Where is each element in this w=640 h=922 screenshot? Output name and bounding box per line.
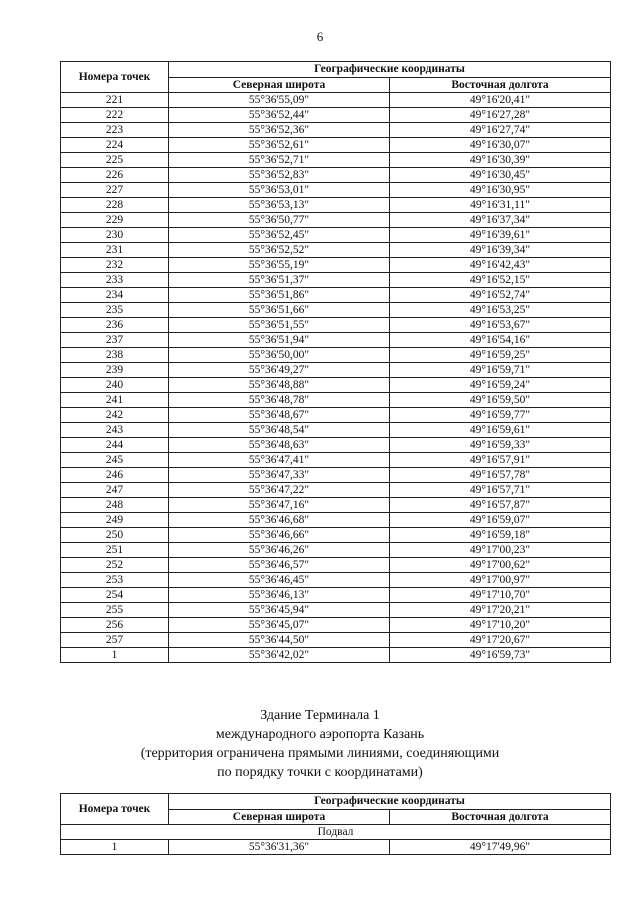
cell-east-longitude: 49°16'54,16": [390, 333, 611, 348]
section-title-line: Здание Терминала 1: [260, 708, 380, 723]
cell-north-latitude: 55°36'52,61": [169, 138, 390, 153]
table-row: [61, 840, 611, 855]
table-row: [61, 273, 611, 288]
table-row: [61, 423, 611, 438]
table-row: [61, 318, 611, 333]
table-row: [61, 288, 611, 303]
cell-point-number: 225: [61, 153, 169, 168]
table-row: [61, 183, 611, 198]
section-title: [0, 706, 640, 782]
table-row: [61, 213, 611, 228]
coordinates-table: [60, 61, 611, 663]
cell-east-longitude: 49°16'59,50": [390, 393, 611, 408]
cell-point-number: 226: [61, 168, 169, 183]
cell-north-latitude: 55°36'42,02": [169, 648, 390, 663]
cell-north-latitude: 55°36'51,37": [169, 273, 390, 288]
cell-north-latitude: 55°36'52,71": [169, 153, 390, 168]
cell-east-longitude: 49°16'57,87": [390, 498, 611, 513]
table-row: [61, 93, 611, 108]
cell-east-longitude: 49°16'37,34": [390, 213, 611, 228]
cell-east-longitude: 49°17'20,67": [390, 633, 611, 648]
cell-north-latitude: 55°36'46,13": [169, 588, 390, 603]
table-row: [61, 408, 611, 423]
cell-north-latitude: 55°36'46,66": [169, 528, 390, 543]
cell-east-longitude: 49°17'20,21": [390, 603, 611, 618]
cell-point-number: 228: [61, 198, 169, 213]
table-row: [61, 588, 611, 603]
cell-point-number: 241: [61, 393, 169, 408]
table-row: [61, 438, 611, 453]
table-row: [61, 498, 611, 513]
header-geo-coordinates: Географические координаты: [169, 794, 611, 810]
cell-point-number: 245: [61, 453, 169, 468]
cell-east-longitude: 49°16'59,33": [390, 438, 611, 453]
cell-point-number: 239: [61, 363, 169, 378]
cell-east-longitude: 49°16'59,18": [390, 528, 611, 543]
cell-north-latitude: 55°36'51,94": [169, 333, 390, 348]
table-row: [61, 153, 611, 168]
cell-point-number: 231: [61, 243, 169, 258]
cell-point-number: 235: [61, 303, 169, 318]
cell-north-latitude: 55°36'47,41": [169, 453, 390, 468]
cell-north-latitude: 55°36'44,50": [169, 633, 390, 648]
cell-point-number: 244: [61, 438, 169, 453]
cell-north-latitude: 55°36'46,26": [169, 543, 390, 558]
cell-east-longitude: 49°16'27,28": [390, 108, 611, 123]
cell-point-number: 247: [61, 483, 169, 498]
cell-north-latitude: 55°36'52,45": [169, 228, 390, 243]
header-east-longitude: Восточная долгота: [390, 809, 611, 825]
cell-point-number: 240: [61, 378, 169, 393]
header-point-number: Номера точек: [61, 62, 169, 93]
cell-north-latitude: 55°36'55,09": [169, 93, 390, 108]
cell-point-number: 238: [61, 348, 169, 363]
cell-point-number: 248: [61, 498, 169, 513]
cell-east-longitude: 49°16'53,67": [390, 318, 611, 333]
cell-north-latitude: 55°36'52,52": [169, 243, 390, 258]
cell-point-number: 229: [61, 213, 169, 228]
terminal-coordinates-table-body: [61, 840, 611, 855]
cell-east-longitude: 49°16'30,95": [390, 183, 611, 198]
cell-north-latitude: 55°36'51,55": [169, 318, 390, 333]
table-row: [61, 108, 611, 123]
cell-north-latitude: 55°36'31,36": [169, 840, 390, 855]
section-title-line: по порядку точки с координатами): [217, 765, 423, 780]
section-title-line: (территория ограничена прямыми линиями, соединяющими: [140, 746, 500, 761]
cell-east-longitude: 49°16'59,07": [390, 513, 611, 528]
cell-east-longitude: 49°16'57,91": [390, 453, 611, 468]
table-row: [61, 393, 611, 408]
cell-north-latitude: 55°36'46,45": [169, 573, 390, 588]
table-row: [61, 468, 611, 483]
cell-point-number: 222: [61, 108, 169, 123]
cell-point-number: 251: [61, 543, 169, 558]
table-row: [61, 513, 611, 528]
cell-point-number: 249: [61, 513, 169, 528]
table-row: [61, 528, 611, 543]
table-row: [61, 558, 611, 573]
header-east-longitude: Восточная долгота: [390, 77, 611, 93]
cell-north-latitude: 55°36'48,78": [169, 393, 390, 408]
cell-east-longitude: 49°17'10,20": [390, 618, 611, 633]
cell-point-number: 221: [61, 93, 169, 108]
cell-north-latitude: 55°36'49,27": [169, 363, 390, 378]
table-row: [61, 648, 611, 663]
table-row: [61, 363, 611, 378]
table-row: [61, 228, 611, 243]
table-row: [61, 483, 611, 498]
cell-point-number: 227: [61, 183, 169, 198]
coordinates-table-body: [61, 93, 611, 663]
cell-east-longitude: 49°16'53,25": [390, 303, 611, 318]
group-label-basement: Подвал: [61, 825, 611, 840]
cell-east-longitude: 49°16'30,39": [390, 153, 611, 168]
cell-point-number: 223: [61, 123, 169, 138]
cell-east-longitude: 49°16'30,45": [390, 168, 611, 183]
cell-north-latitude: 55°36'51,86": [169, 288, 390, 303]
table-row: [61, 378, 611, 393]
cell-north-latitude: 55°36'46,57": [169, 558, 390, 573]
cell-north-latitude: 55°36'47,33": [169, 468, 390, 483]
cell-east-longitude: 49°16'31,11": [390, 198, 611, 213]
cell-point-number: 250: [61, 528, 169, 543]
table-row: [61, 123, 611, 138]
cell-north-latitude: 55°36'52,44": [169, 108, 390, 123]
cell-east-longitude: 49°17'00,97": [390, 573, 611, 588]
cell-east-longitude: 49°16'52,74": [390, 288, 611, 303]
table-row: [61, 348, 611, 363]
cell-east-longitude: 49°16'59,73": [390, 648, 611, 663]
cell-point-number: 256: [61, 618, 169, 633]
table-row: [61, 198, 611, 213]
page-number: 6: [316, 29, 324, 44]
cell-point-number: 1: [61, 840, 169, 855]
section-title-line: международного аэропорта Казань: [215, 727, 425, 742]
cell-east-longitude: 49°16'52,15": [390, 273, 611, 288]
table-row: [61, 453, 611, 468]
cell-point-number: 1: [61, 648, 169, 663]
cell-east-longitude: 49°16'27,74": [390, 123, 611, 138]
cell-point-number: 237: [61, 333, 169, 348]
cell-point-number: 242: [61, 408, 169, 423]
table-row: [61, 243, 611, 258]
cell-north-latitude: 55°36'51,66": [169, 303, 390, 318]
cell-point-number: 255: [61, 603, 169, 618]
cell-east-longitude: 49°16'59,24": [390, 378, 611, 393]
cell-east-longitude: 49°16'57,78": [390, 468, 611, 483]
header-geo-coordinates: Географические координаты: [169, 62, 611, 78]
cell-east-longitude: 49°17'00,62": [390, 558, 611, 573]
cell-point-number: 230: [61, 228, 169, 243]
table-row: [61, 138, 611, 153]
cell-north-latitude: 55°36'46,68": [169, 513, 390, 528]
cell-point-number: 246: [61, 468, 169, 483]
table-row: [61, 573, 611, 588]
cell-north-latitude: 55°36'48,54": [169, 423, 390, 438]
cell-north-latitude: 55°36'53,01": [169, 183, 390, 198]
cell-north-latitude: 55°36'47,22": [169, 483, 390, 498]
table-row: [61, 633, 611, 648]
cell-east-longitude: 49°16'20,41": [390, 93, 611, 108]
cell-point-number: 234: [61, 288, 169, 303]
cell-east-longitude: 49°16'59,77": [390, 408, 611, 423]
cell-east-longitude: 49°16'42,43": [390, 258, 611, 273]
header-point-number: Номера точек: [61, 794, 169, 825]
cell-point-number: 236: [61, 318, 169, 333]
cell-east-longitude: 49°16'59,71": [390, 363, 611, 378]
cell-point-number: 254: [61, 588, 169, 603]
cell-point-number: 253: [61, 573, 169, 588]
cell-point-number: 224: [61, 138, 169, 153]
cell-point-number: 243: [61, 423, 169, 438]
header-north-latitude: Северная широта: [169, 809, 390, 825]
cell-north-latitude: 55°36'50,00": [169, 348, 390, 363]
cell-north-latitude: 55°36'48,88": [169, 378, 390, 393]
table-row: [61, 333, 611, 348]
cell-north-latitude: 55°36'47,16": [169, 498, 390, 513]
cell-east-longitude: 49°17'10,70": [390, 588, 611, 603]
cell-north-latitude: 55°36'45,07": [169, 618, 390, 633]
cell-point-number: 233: [61, 273, 169, 288]
cell-east-longitude: 49°17'00,23": [390, 543, 611, 558]
cell-north-latitude: 55°36'48,63": [169, 438, 390, 453]
cell-east-longitude: 49°16'30,07": [390, 138, 611, 153]
header-north-latitude: Северная широта: [169, 77, 390, 93]
table-row: [61, 618, 611, 633]
cell-point-number: 257: [61, 633, 169, 648]
cell-north-latitude: 55°36'45,94": [169, 603, 390, 618]
cell-north-latitude: 55°36'48,67": [169, 408, 390, 423]
cell-east-longitude: 49°16'39,61": [390, 228, 611, 243]
cell-point-number: 252: [61, 558, 169, 573]
cell-north-latitude: 55°36'53,13": [169, 198, 390, 213]
terminal-coordinates-table: [60, 793, 611, 855]
cell-east-longitude: 49°16'39,34": [390, 243, 611, 258]
cell-point-number: 232: [61, 258, 169, 273]
table-row: [61, 168, 611, 183]
table-row: [61, 258, 611, 273]
cell-north-latitude: 55°36'52,36": [169, 123, 390, 138]
cell-east-longitude: 49°16'57,71": [390, 483, 611, 498]
cell-east-longitude: 49°16'59,25": [390, 348, 611, 363]
table-row: [61, 603, 611, 618]
table-row: [61, 543, 611, 558]
cell-north-latitude: 55°36'52,83": [169, 168, 390, 183]
cell-east-longitude: 49°16'59,61": [390, 423, 611, 438]
cell-north-latitude: 55°36'50,77": [169, 213, 390, 228]
cell-east-longitude: 49°17'49,96": [390, 840, 611, 855]
cell-north-latitude: 55°36'55,19": [169, 258, 390, 273]
table-row: [61, 303, 611, 318]
